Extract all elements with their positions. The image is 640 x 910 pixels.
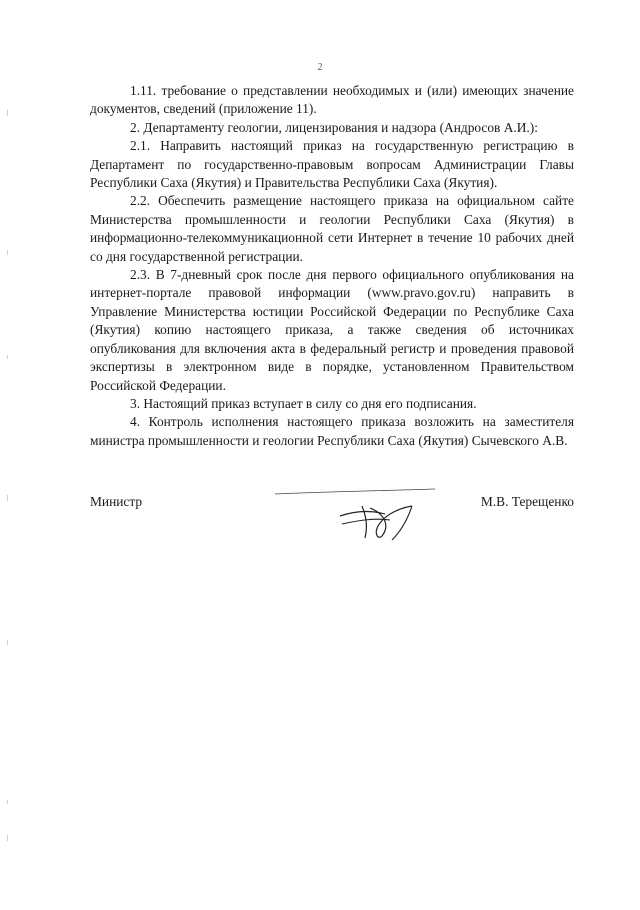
signature-block <box>90 494 574 554</box>
page-number: 2 <box>317 62 323 73</box>
paragraph-2-1: 2.1. Направить настоящий приказ на государственную регистрацию в Департамент по государственно-правовым вопросам Администрации Главы Республики Саха (Якутия) и Правительства Республики Саха (Якутия). <box>90 138 574 191</box>
paragraph-4: 4. Контроль исполнения настоящего приказа возложить на заместителя министра промышленности и геологии Республики Саха (Якутия) Сычевского А.В. <box>90 414 574 448</box>
handwritten-signature <box>270 486 440 546</box>
paragraph-2-2: 2.2. Обеспечить размещение настоящего приказа на официальном сайте Министерства промышленности и геологии Республики Саха (Якутия) в информационно-телекоммуникационной сети Интернет в течение 10 рабочих дней со дня государственной регистрации. <box>90 193 574 264</box>
paragraph-2-3: 2.3. В 7-дневный срок после дня первого официального опубликования на интернет-портале правовой информации (www.pravo.gov.ru) направить в Управление Министерства юстиции Российской Федерации по Республике Саха (Якутия) копию настоящего приказа, а также сведения об источниках опубликования для включения акта в федеральный регистр и проведения правовой экспертизы в электронном виде в порядке, установленном Правительством Российской Федерации. <box>90 267 574 393</box>
signatory-title: Министр <box>90 494 143 509</box>
paragraph-2: 2. Департаменту геологии, лицензирования и надзора (Андросов А.И.): <box>130 119 538 135</box>
paragraph-1-11: 1.11. требование о представлении необходимых и (или) имеющих значение документов, сведений (приложение 11). <box>90 83 574 117</box>
paragraph-3: 3. Настоящий приказ вступает в силу со дня его подписания. <box>130 395 477 411</box>
document-body <box>90 82 574 450</box>
signatory-name: М.В. Терещенко <box>480 494 574 509</box>
scan-edge-marks <box>4 0 14 905</box>
